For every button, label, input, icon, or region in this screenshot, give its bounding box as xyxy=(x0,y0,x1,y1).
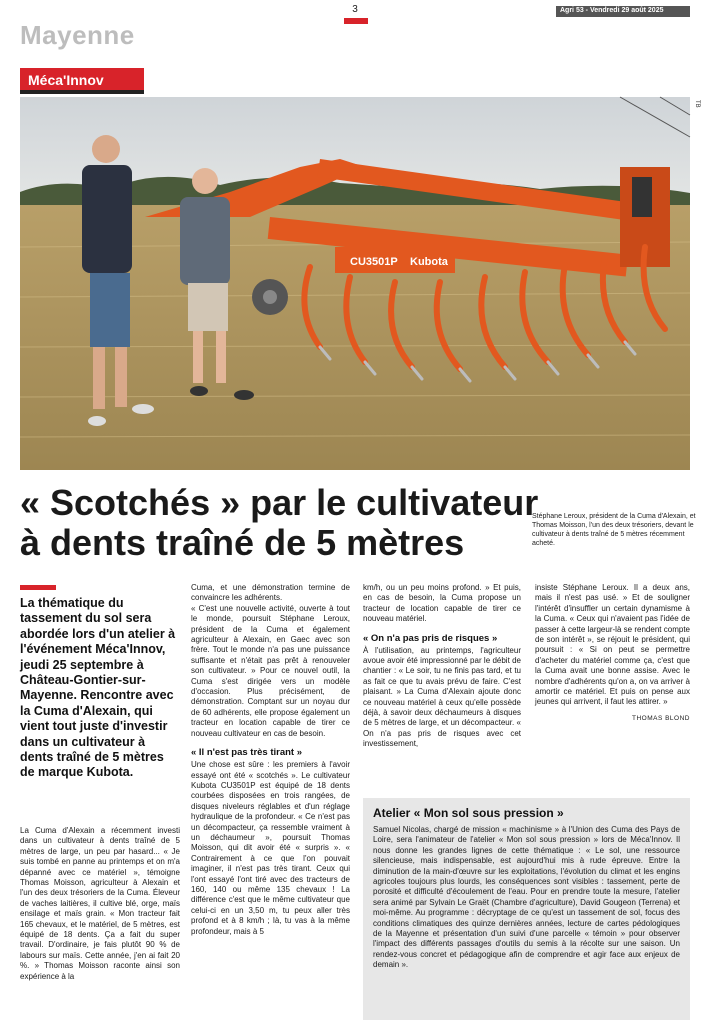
issue-label: Agri 53 - Vendredi 29 août 2025 xyxy=(556,6,690,17)
article-column-3 xyxy=(363,583,521,750)
paragraph: Cuma, et une démonstration termine de convaincre les adhérents. xyxy=(191,583,350,603)
sidebar-body: Samuel Nicolas, chargé de mission « machinisme » à l'Union des Cuma des Pays de Loire, sera l'animateur de l'atelier « Mon sol sous pression » lors de Méca'Innov. Il nous donne les grandes lignes de cette thématique : « Le sol, une ressource silencieuse, mais indispensable, est aujourd'hui mis à rude épreuve. Entre la diminution de la main-d'œuvre sur les exploitations, l'évolution du climat et les engins agricoles toujours plus lourds, les conséquences sont visibles : tassement, perte de porosité et difficulté d'écoulement de l'eau. Pour en prendre toute la mesure, l'atelier sera animé par Sylvain Le Graët (Chambre d'agriculture), David Gougeon (Terrena) et moi-même. Au programme : décryptage de ce qu'est un tassement de sol, focus des conditions climatiques des quinze dernières années, lecture de cartes pédologiques de la Mayenne et présentation d'un suivi d'une parcelle « témoin » pour observer l'impact des différents passages d'outils du semis à la récolte sur une saison. Un rendez-vous concret et pédagogique afin de comprendre et agir face aux enjeux de demain ». xyxy=(373,825,680,970)
author-byline: THOMAS BLOND xyxy=(631,714,690,722)
article-column-1 xyxy=(20,826,180,982)
photo-credit: TB xyxy=(694,100,700,108)
paragraph: km/h, ou un peu moins profond. » Et puis, en cas de besoin, la Cuma propose un tracteur de location capable de tirer ce nouveau matériel. xyxy=(363,583,521,624)
article-column-2 xyxy=(191,583,350,937)
paragraph: insiste Stéphane Leroux. Il a deux ans, mais il n'est pas usé. » Et de souligner l'intérêt d'insuffler un certain dynamisme à la Cuma. « Ceux qui n'avaient pas l'idée de passer à cette largeur-là se rendent compte de son intérêt », se réjouit le président, qui poursuit : « Si on peut se permettre d'acheter du matériel comme ça, c'est que la Cuma avait une bonne assise. Avec le nombre d'adhérents qu'on a, on va arriver à amortir ce matériel. Et puis on pense aux jeunes qui arrivent, il faut les attirer. » xyxy=(535,583,690,707)
machine-model-label: CU3501P xyxy=(350,256,398,268)
article-column-4 xyxy=(535,583,690,724)
subheading: « On n'a pas pris de risques » xyxy=(363,632,498,644)
article-lead: La thématique du tassement du sol sera abordée lors d'un atelier à l'événement Méca'Innov, jeudi 25 septembre à Château-Gontier-sur-Mayenne. Rencontre avec la Cuma d'Alexain, qui vient tout juste d'investir dans un cultivateur à dents traîné de 5 mètres de marque Kubota. xyxy=(20,596,176,780)
headline-line-2: à dents traîné de 5 mètres xyxy=(20,522,465,563)
headline-line-1: « Scotchés » par le cultivateur xyxy=(20,482,539,523)
subheading: « Il n'est pas très tirant » xyxy=(191,747,303,759)
page-number: 3 xyxy=(352,4,358,15)
paragraph: La Cuma d'Alexain a récemment investi dans un cultivateur à dents traîné de 5 mètres de large, un peu par hasard... « Je suis tombé en panne au printemps et on m'a dépanné avec ce matériel », témoigne Thomas Moisson, agriculteur à Alexain et l'un des deux trésoriers de la Cuma. Éleveur de vaches laitières, il cultive blé, orge, maïs ensilage et maïs grain. « Mon tracteur fait 165 chevaux, et le matériel, de 5 mètres, est équipé de 18 dents. Ça a fait du super travail. D'ordinaire, je fais plutôt 90 % de labours sur maïs. Cette année, j'en ai fait 20 %. » Thomas Moisson raconte ainsi son expérience à la xyxy=(20,826,180,981)
page-number-tab xyxy=(344,18,368,24)
sidebar-title: Atelier « Mon sol sous pression » xyxy=(373,806,564,820)
paragraph: « C'est une nouvelle activité, ouverte à tout le monde, poursuit Stéphane Leroux, président de la Cuma et également agriculteur à Alexain, en Gaec avec son frère. Tout le monde n'a pas une puissance suffisante et n'était pas prêt à renouveler son cultivateur. » Pour ce nouvel outil, la Cuma s'est dirigée vers un modèle d'occasion. Plus précisément, de démonstration. Comptant sur un noyau dur de 60 adhérents, elle propose également un tracteur en location capable de tirer ce nouveau cultivateur en cas de besoin. xyxy=(191,603,350,738)
sidebar-box xyxy=(363,798,690,1020)
lead-accent-bar xyxy=(20,585,56,590)
photo-caption: Stéphane Leroux, président de la Cuma d'Alexain, et Thomas Moisson, l'un des deux trésoriers, devant le cultivateur à dents traîné de 5 mètres récemment acheté. xyxy=(528,509,704,551)
region-title: Mayenne xyxy=(20,20,135,50)
paragraph: À l'utilisation, au printemps, l'agriculteur avoue avoir été impressionné par le débit de chantier : « Le soir, tu ne finis pas tard, et tu as fait ce que tu avais prévu de faire. C'est plaisant. » La Cuma d'Alexain ajoute donc ce nouveau matériel à ceux qu'elle possède déjà, à savoir deux déchaumeurs à disques de 5 mètres de large, et un décompacteur. « On n'a pas pris de risques avec cet investissement, xyxy=(363,645,521,749)
paragraph: Une chose est sûre : les premiers à l'avoir essayé ont été « scotchés ». Le cultivateur Kubota CU3501P est équipé de 18 dents courbées disposées en trois rangées, de disques niveleurs réglables et d'un réglage hydraulique de la profondeur. « Ce n'est pas un décompacteur, ça ressemble vraiment à un déchaumeur », poursuit Thomas Moisson, qui dit avoir été « surpris ». « Contrairement à ce que l'on pouvait imaginer, il n'est pas très tirant. Ceux qui l'ont essayé l'ont tiré avec des tracteurs de 160, 140 ou même 135 chevaux ! La différence c'est que le même cultivateur que celui-ci en un 3,50 m, tu peux aller très profond et à 8 km/h ; là, tu vas à la même profondeur, mais à 5 xyxy=(191,760,350,936)
machine-brand-label: Kubota xyxy=(410,256,448,268)
rubric-label: Méca'Innov xyxy=(20,68,144,94)
photo-illustration xyxy=(20,97,690,470)
article-headline xyxy=(20,483,690,563)
